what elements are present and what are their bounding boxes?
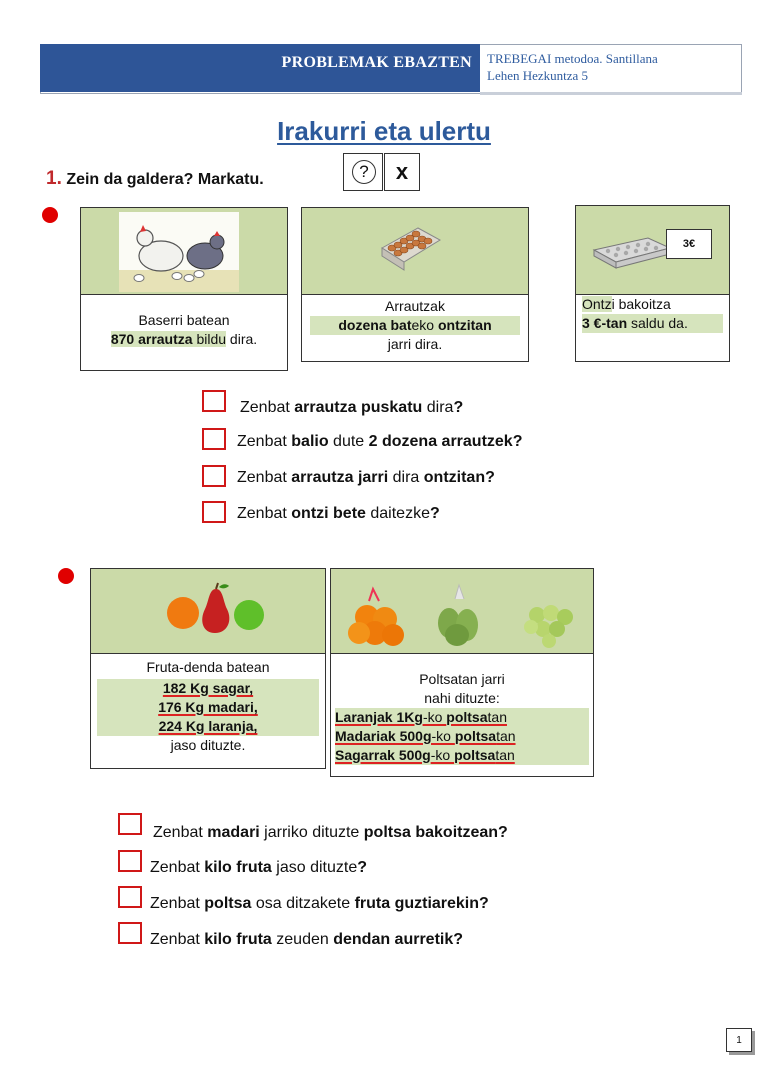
card-a3-carton: Ontz <box>582 296 612 312</box>
fruit-bags-illustration <box>337 577 587 649</box>
page-title: Irakurri eta ulertu <box>277 116 491 146</box>
card-a1-line2 <box>81 330 287 349</box>
card-a3-i: i <box>611 296 615 312</box>
option-a4-text: Zenbat ontzi bete daitezke? <box>237 505 440 522</box>
card-a2-dozen: dozena bat <box>338 317 412 333</box>
card-a3-each: bakoitza <box>614 296 671 312</box>
hens-text-box <box>80 294 288 371</box>
question-heading <box>46 168 264 190</box>
option-a2-checkbox[interactable] <box>202 428 226 450</box>
price-tag: 3€ <box>666 229 712 259</box>
card-b2-line1: Poltsatan jarri <box>419 671 505 687</box>
card-a2-line3: jarri dira. <box>387 336 443 352</box>
page-number: 1 <box>726 1028 752 1052</box>
option-a4-checkbox[interactable] <box>202 501 226 523</box>
fruits-picture-panel <box>90 568 326 654</box>
card-a1-line1: Baserri batean <box>138 312 230 328</box>
card-b1-line-last: jaso dituzte. <box>170 737 246 753</box>
fruit-shop-text-box <box>90 653 326 769</box>
card-a3-line1 <box>582 295 723 314</box>
question-symbol-box <box>343 153 383 191</box>
card-b1-row-pears: 176 Kg madari, <box>97 698 319 717</box>
card-b2-row-oranges: Laranjak 1Kg-ko poltsatan <box>335 708 589 727</box>
option-b4-text: Zenbat kilo fruta zeuden dendan aurretik? <box>150 931 464 948</box>
header-underline <box>480 92 742 95</box>
egg-carton-illustration <box>378 220 442 272</box>
method-line-2: Lehen Hezkuntza 5 <box>487 68 589 83</box>
option-b1-checkbox[interactable] <box>118 813 142 835</box>
method-line-1: TREBEGAI metodoa. Santillana <box>487 51 658 66</box>
question-text: Zein da galdera? Markatu. <box>66 171 264 188</box>
option-a1-text: Zenbat arrautza puskatu dira? <box>240 399 464 416</box>
eggs-picture-panel <box>301 207 529 295</box>
option-b4-checkbox[interactable] <box>118 922 142 944</box>
hens-picture-panel <box>80 207 288 295</box>
card-b2-row-pears: Madariak 500g-ko poltsatan <box>335 727 589 746</box>
card-a3-line2 <box>582 314 723 333</box>
hens-illustration <box>119 212 239 292</box>
question-mark-icon: ? <box>352 160 376 184</box>
question-number: 1. <box>46 168 62 189</box>
card-a3-price: 3 €-tan <box>582 315 628 331</box>
option-b2-checkbox[interactable] <box>118 850 142 872</box>
eggs-text-box <box>301 294 529 362</box>
option-b3-text: Zenbat poltsa osa ditzakete fruta guztiarekin? <box>150 895 489 912</box>
card-a2-cartons: ontzitan <box>437 317 492 333</box>
card-a1-eggs-count: 870 arrautza <box>110 331 193 347</box>
option-b1-text: Zenbat madari jarriko dituzte poltsa bakoitzean? <box>153 824 508 841</box>
empty-carton-illustration <box>592 236 672 270</box>
card-b2-line2: nahi dituzte: <box>424 690 500 706</box>
card-a2-line1: Arrautzak <box>385 298 445 314</box>
method-info <box>487 50 658 84</box>
card-a1-collected: bildu <box>192 331 227 347</box>
card-b1-line1: Fruta-denda batean <box>146 659 270 675</box>
card-a2-line2 <box>310 316 520 335</box>
option-a3-text: Zenbat arrautza jarri dira ontzitan? <box>237 469 495 486</box>
option-b2-text: Zenbat kilo fruta jaso dituzte? <box>150 859 367 876</box>
option-b3-checkbox[interactable] <box>118 886 142 908</box>
card-b1-row-oranges: 224 Kg laranja, <box>97 717 319 736</box>
option-a3-checkbox[interactable] <box>202 465 226 487</box>
option-a2-text: Zenbat balio dute 2 dozena arrautzek? <box>237 433 523 450</box>
card-b1-row-apples: 182 Kg sagar, <box>97 679 319 698</box>
card-a3-sold: saldu da. <box>627 315 688 331</box>
orange-pear-apple-illustration <box>161 581 271 637</box>
x-mark-box: x <box>384 153 420 191</box>
card-a2-mid: eko <box>411 317 438 333</box>
bullet-red-b <box>58 568 74 584</box>
card-a1-tail: dira. <box>226 331 258 347</box>
bags-text-box <box>330 653 594 777</box>
card-b2-row-apples: Sagarrak 500g-ko poltsatan <box>335 746 589 765</box>
section-title: PROBLEMAK EBAZTEN <box>281 54 472 71</box>
bags-picture-panel <box>330 568 594 654</box>
bullet-red-a <box>42 207 58 223</box>
carton-text-box <box>575 294 730 362</box>
option-a1-checkbox[interactable] <box>202 390 226 412</box>
